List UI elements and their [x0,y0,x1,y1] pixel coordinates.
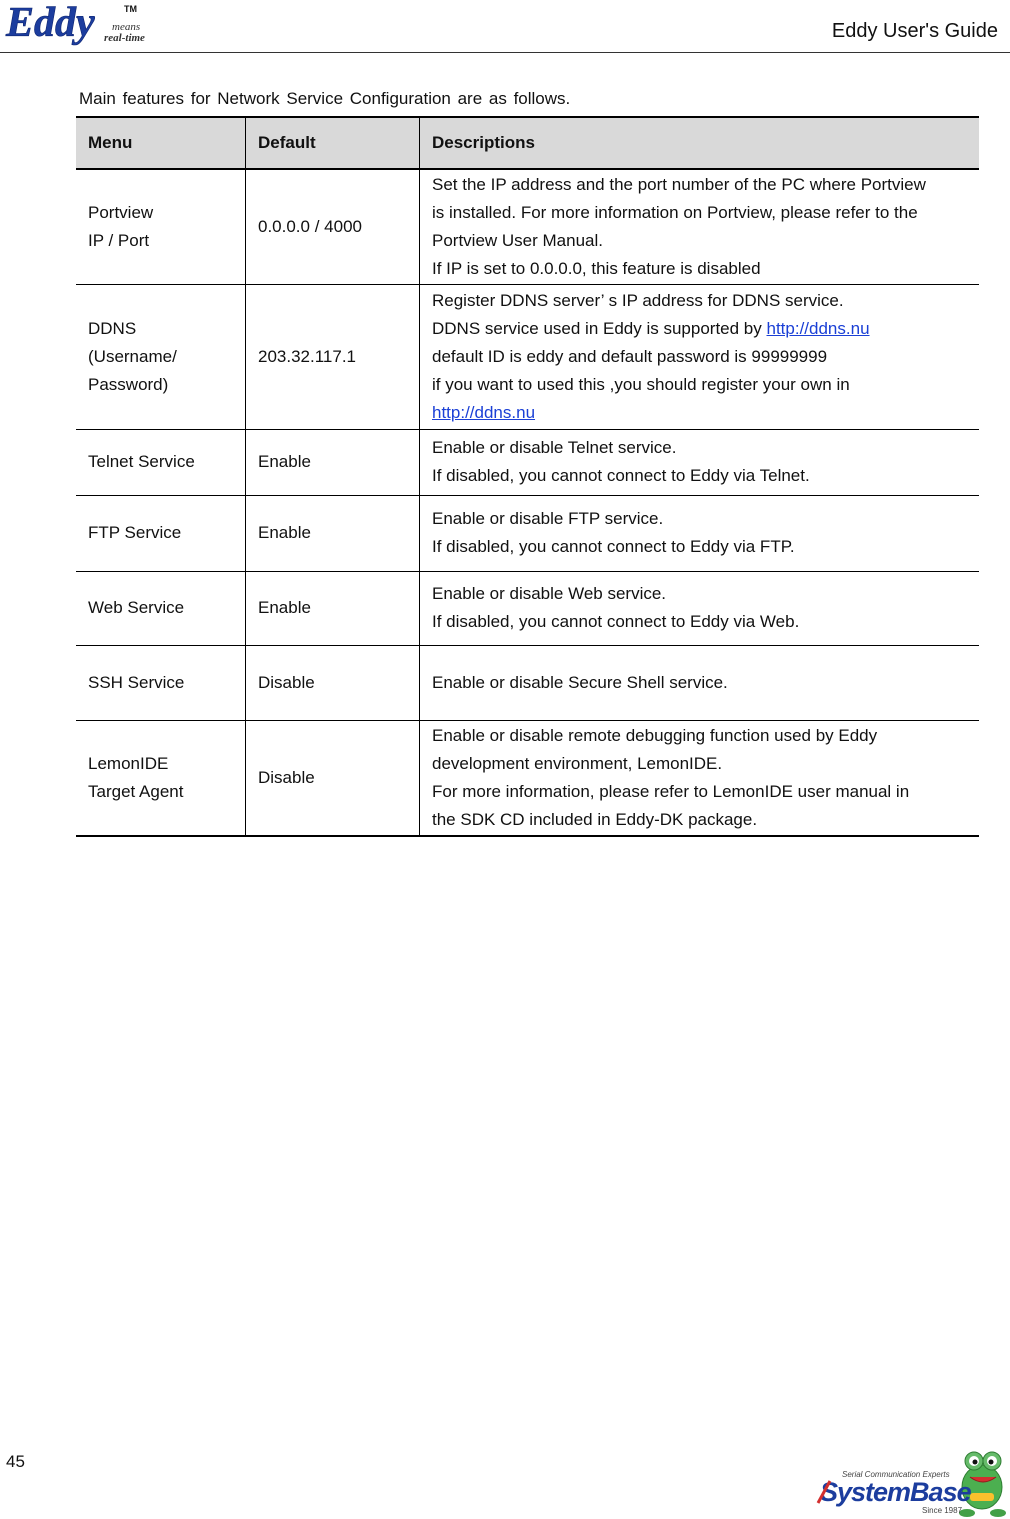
menu-cell: SSH Service [76,645,246,720]
table-row-ssh [76,645,979,720]
description-line: if you want to used this ,you should register your own in [432,374,850,394]
ddns-link[interactable]: http://ddns.nu [766,318,870,338]
table-row-ddns [76,284,979,429]
menu-line: LemonIDE [88,753,169,773]
menu-cell: Telnet Service [76,429,246,495]
header-descriptions: Descriptions [420,117,980,169]
description-line: If IP is set to 0.0.0.0, this feature is disabled [432,258,761,278]
description-line: Portview User Manual. [432,230,604,250]
description-line: Enable or disable remote debugging function used by Eddy [432,725,878,745]
ddns-link-2[interactable]: http://ddns.nu [432,402,536,422]
logo-wordmark: Eddy [6,0,95,46]
logo-tagline-top: means [112,21,141,33]
intro-text: Main features for Network Service Configuration are as follows. [79,89,571,108]
menu-line: (Username/ [88,346,177,366]
description-line [432,399,971,427]
menu-line: Portview [88,202,154,222]
description-line: development environment, LemonIDE. [432,753,723,773]
description-line: the SDK CD included in Eddy-DK package. [432,809,758,829]
description-line: is installed. For more information on Portview, please refer to the [432,202,918,222]
description-line: Set the IP address and the port number of the PC where Portview [432,174,926,194]
menu-line: DDNS [88,318,137,338]
description-line: Register DDNS server’ s IP address for DDNS service. [432,290,844,310]
description-line: Enable or disable FTP service. [432,509,664,528]
description-cell [420,645,980,720]
menu-cell [76,720,246,836]
description-line: Enable or disable Telnet service. [432,438,677,457]
default-cell: Enable [246,429,420,495]
eddy-logo [4,0,164,48]
description-line: Enable or disable Secure Shell service. [432,672,728,692]
description-cell [420,284,980,429]
logo-tagline-bottom: real-time [104,32,145,44]
menu-line: Target Agent [88,781,184,801]
description-line: default ID is eddy and default password is 99999999 [432,346,828,366]
page-number: 45 [6,1452,25,1471]
description-line [432,315,971,343]
table-row-lemonide [76,720,979,836]
page-header [0,0,1010,53]
description-cell [420,720,980,836]
menu-cell [76,169,246,284]
default-cell: 203.32.117.1 [246,284,420,429]
header-default: Default [246,117,420,169]
brand-since: Since 1987 [922,1506,963,1515]
description-line: If disabled, you cannot connect to Eddy via FTP. [432,537,795,556]
guide-title: Eddy User's Guide [831,20,998,42]
systembase-logo [812,1443,1010,1519]
menu-line: IP / Port [88,230,150,250]
default-cell: Disable [246,720,420,836]
network-service-table [76,116,979,837]
menu-cell [76,284,246,429]
description-cell [420,169,980,284]
table-row-telnet [76,429,979,495]
table-header-row [76,117,979,169]
description-line: Enable or disable Web service. [432,584,667,603]
description-cell [420,571,980,645]
description-line: If disabled, you cannot connect to Eddy via Telnet. [432,466,810,485]
default-cell: Disable [246,645,420,720]
menu-line: Password) [88,374,169,394]
default-cell: Enable [246,495,420,571]
table-row-web [76,571,979,645]
description-cell [420,429,980,495]
description-text: DDNS service used in Eddy is supported by [432,318,767,338]
menu-cell: Web Service [76,571,246,645]
default-cell: Enable [246,571,420,645]
header-menu: Menu [76,117,246,169]
menu-cell: FTP Service [76,495,246,571]
description-cell [420,495,980,571]
default-cell: 0.0.0.0 / 4000 [246,169,420,284]
description-line: If disabled, you cannot connect to Eddy via Web. [432,612,800,631]
table-row-ftp [76,495,979,571]
brand-name: SystemBase [820,1477,971,1507]
table-row-portview [76,169,979,284]
brand-tagline: Serial Communication Experts [842,1470,950,1479]
description-line: For more information, please refer to LemonIDE user manual in [432,781,910,801]
logo-trademark: TM [124,4,137,14]
